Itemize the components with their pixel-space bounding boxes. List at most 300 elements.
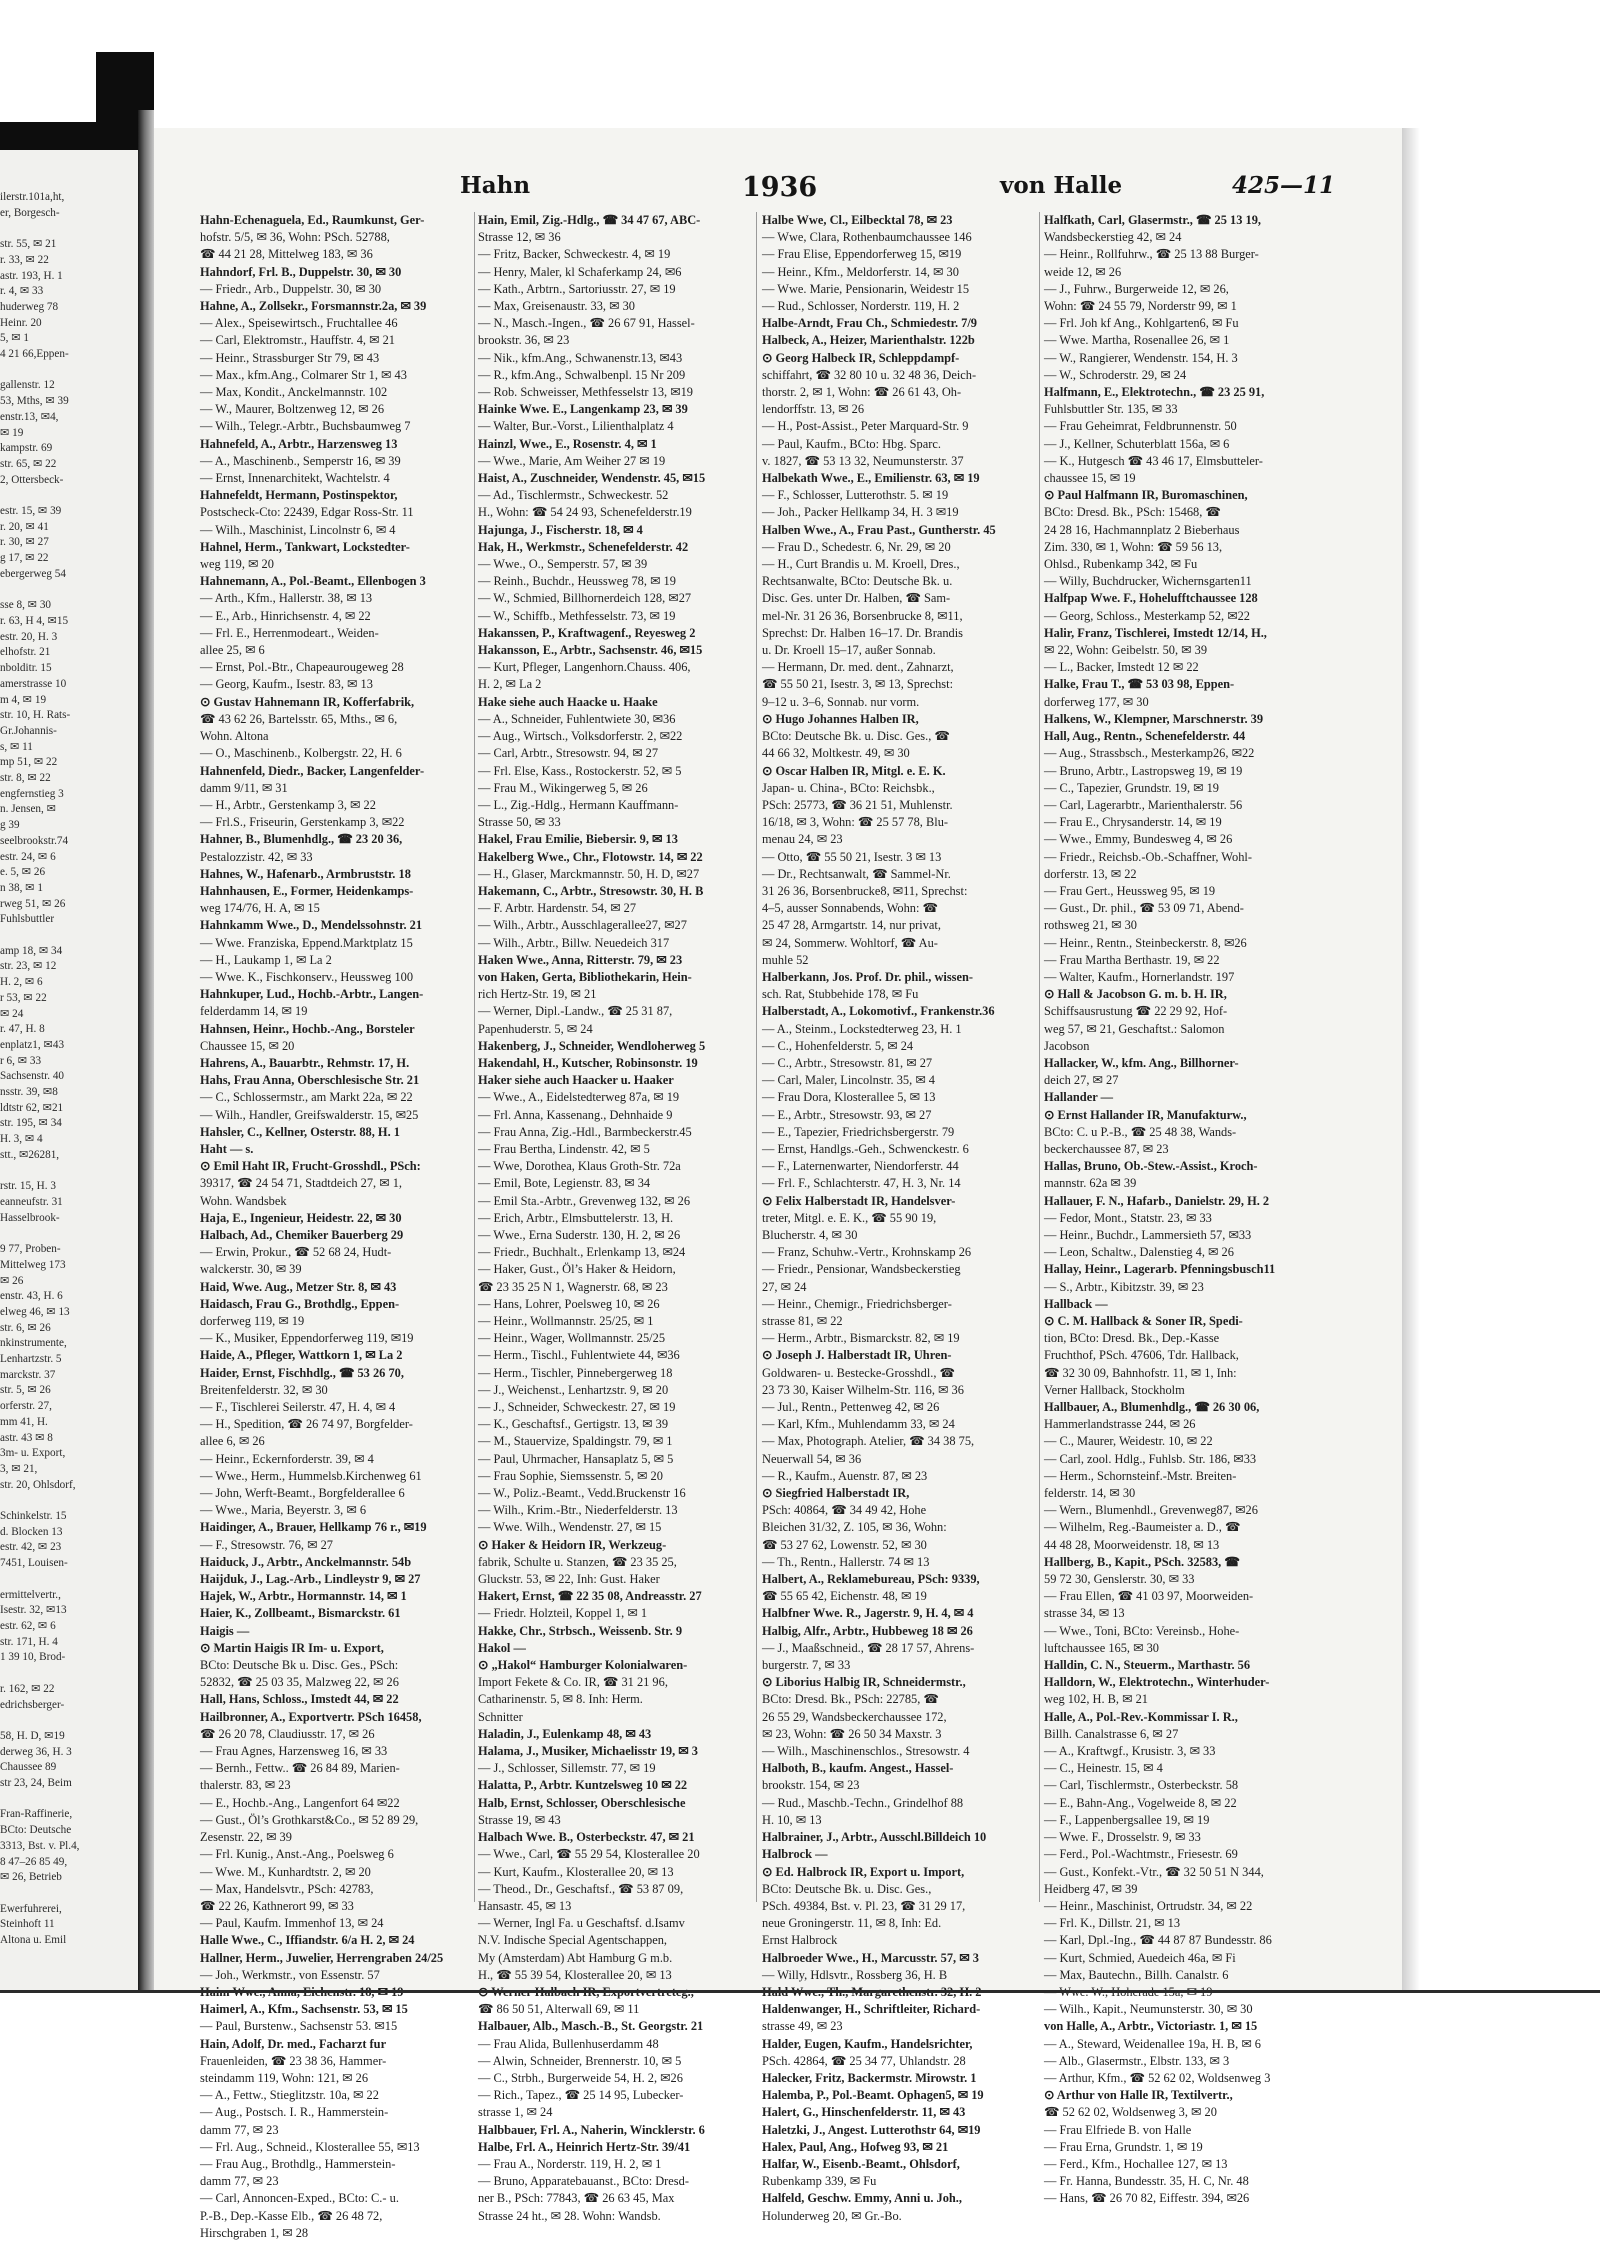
directory-line: Halke, Frau T., ☎ 53 03 98, Eppen- [1044,677,1235,692]
directory-line: — Carl, Lagerarbtr., Marienthalerstr. 56 [1044,797,1243,812]
directory-line: 59 72 30, Genslerstr. 30, ✉ 33 [1044,1572,1195,1587]
directory-line: — Reinh., Buchdr., Heussweg 78, ✉ 19 [478,574,676,589]
directory-line: — C., Heinestr. 15, ✉ 4 [1044,1761,1163,1776]
facing-page-line: Steinhoft 11 [0,1918,55,1931]
directory-line: Hammerlandstrasse 244, ✉ 26 [1044,1417,1196,1432]
directory-line: — Gust., Konfekt.-Vtr., ☎ 32 50 51 N 344, [1044,1864,1264,1879]
directory-line: BCto: Deutsche Bk. u. Disc. Ges., [762,1881,932,1896]
directory-line: — W., Rangierer, Wendenstr. 154, H. 3 [1044,350,1238,365]
facing-page-line: 5, ✉ 1 [0,332,29,345]
facing-page-line: 9 77, Proben- [0,1243,61,1256]
directory-line: — Willy, Hdlsvtr., Rossberg 36, H. B [762,1967,948,1982]
directory-line: — Carl, zool. Hdlg., Fuhlsb. Str. 186, ✉33 [1044,1451,1257,1466]
directory-line: — Wilh., Telegr.-Arbtr., Buchsbaumweg 7 [200,419,411,434]
directory-line: — Kurt, Schmied, Auedeich 46a, ✉ Fi [1044,1950,1236,1965]
directory-line: burgerstr. 7, ✉ 33 [762,1658,851,1673]
facing-page-line: estr. 15, ✉ 39 [0,505,62,518]
directory-line: — J., Schlosser, Sillemstr. 77, ✉ 19 [478,1761,656,1776]
directory-line: — Rich., Tapez., ☎ 25 14 95, Lubecker- [478,2088,684,2103]
facing-page-line: Lenhartzstr. 5 [0,1353,62,1366]
directory-line: — Wwe. Franziska, Eppend.Marktplatz 15 [200,935,413,950]
directory-line: Fuhlsbuttler Str. 135, ✉ 33 [1044,402,1178,417]
directory-line: H., Wohn: ☎ 54 24 93, Schenefelderstr.19 [478,505,692,520]
directory-line: — Frau Anna, Zig.-Hdl., Barmbeckerstr.45 [478,1124,692,1139]
directory-line: Haja, E., Ingenieur, Heidestr. 22, ✉ 30 [200,1210,402,1225]
directory-line: — Frau Agnes, Harzensweg 16, ✉ 33 [200,1744,388,1759]
directory-line: — Wwe., Marie, Am Weiher 27 ✉ 19 [478,453,666,468]
directory-line: — Wilh., Kapit., Neumunsterstr. 30, ✉ 30 [1044,2002,1253,2017]
directory-line: felderstr. 14, ✉ 30 [1044,1486,1136,1501]
facing-page-line: g 17, ✉ 22 [0,552,49,565]
directory-line: — Paul, Kaufm., BCto: Hbg. Sparc. [762,436,941,451]
directory-line: Hajek, W., Arbtr., Hormannstr. 14, ✉ 1 [200,1589,407,1604]
directory-line: Halert, G., Hinschenfelderstr. 11, ✉ 43 [762,2105,966,2120]
directory-line: sch. Rat, Stubbehide 178, ✉ Fu [762,987,919,1002]
directory-line: ☎ 22 26, Kathnerort 99, ✉ 33 [200,1898,354,1913]
directory-line: Halle, A., Pol.-Rev.-Kommissar I. R., [1044,1709,1238,1724]
directory-line: — Theod., Dr., Geschaftsf., ☎ 53 87 09, [478,1881,684,1896]
directory-line: ⊙ Hugo Johannes Halben IR, [762,711,919,726]
directory-line: — Emil Sta.-Arbtr., Grevenweg 132, ✉ 26 [478,1193,691,1208]
facing-page-line: r. 63, H 4, ✉15 [0,614,69,627]
directory-line: — W., Schroderstr. 29, ✉ 24 [1044,367,1187,382]
directory-line: 23 73 30, Kaiser Wilhelm-Str. 116, ✉ 36 [762,1382,964,1397]
directory-line: — J., Schneider, Schweckestr. 27, ✉ 19 [478,1400,676,1415]
directory-line: — J., Weichenst., Lenhartzstr. 9, ✉ 20 [478,1382,669,1397]
directory-line: treter, Mitgl. e. E. K., ☎ 55 90 19, [762,1210,937,1225]
directory-line: Hansastr. 45, ✉ 13 [478,1898,572,1913]
facing-page-line: engfernstieg 3 [0,787,64,800]
directory-line: — Wwe. Marie, Pensionarin, Weidestr 15 [762,281,970,296]
directory-line: — Alex., Speisewirtsch., Fruchtallee 46 [200,316,398,331]
directory-line: mel-Nr. 31 26 36, Borsenbrucke 8, ✉11, [762,608,963,623]
directory-line: — Gust., Dr. phil., ☎ 53 09 71, Abend- [1044,901,1244,916]
directory-line: Hahnhausen, E., Former, Heidenkamps- [200,883,414,898]
directory-column-4 [1044,212,1380,2206]
directory-line: — J., Kellner, Schuterblatt 156a, ✉ 6 [1044,436,1230,451]
directory-line: — A., Steinm., Lockstedterweg 23, H. 1 [762,1021,962,1036]
directory-line: — L., Zig.-Hdlg., Hermann Kauffmann- [478,797,679,812]
facing-page-line: huderweg 78 [0,300,59,313]
directory-line: — Wwe. M., Kunhardtstr. 2, ✉ 20 [200,1864,371,1879]
directory-line: Halemba, P., Pol.-Beamt. Ophagen5, ✉ 19 [762,2088,984,2103]
directory-line: ⊙ C. M. Hallback & Soner IR, Spedi- [1044,1314,1243,1328]
facing-page-line: str 23, 24, Beim [0,1777,72,1790]
facing-page-line: ✉ 19 [0,426,24,439]
directory-line: ⊙ Liborius Halbig IR, Schneidermstr., [762,1675,966,1690]
directory-line: — E., Bahn-Ang., Vogelweide 8, ✉ 22 [1044,1795,1237,1810]
facing-page-line: ermittelvertr., [0,1588,61,1601]
directory-line: ⊙ Hall & Jacobson G. m. b. H. IR, [1044,987,1227,1002]
directory-line: Hallberg, B., Kapit., PSch. 32583, ☎ [1044,1554,1240,1569]
directory-line: 52832, ☎ 25 03 35, Malzweg 22, ✉ 26 [200,1675,399,1690]
directory-line: — Walter, Kaufm., Hornerlandstr. 197 [1044,969,1235,984]
directory-line: — Carl, Elektromstr., Hauffstr. 4, ✉ 21 [200,333,395,348]
facing-page-line: estr. 42, ✉ 23 [0,1541,62,1554]
directory-line: allee 25, ✉ 6 [200,643,265,658]
directory-line: ☎ 44 21 28, Mittelweg 183, ✉ 36 [200,247,373,262]
directory-line: ⊙ Gustav Hahnemann IR, Kofferfabrik, [200,694,415,709]
directory-line: Wohn. Altona [200,729,269,744]
directory-line: — Carl, Maler, Lincolnstr. 35, ✉ 4 [762,1073,936,1088]
facing-page-line [0,1226,136,1242]
facing-page-line: 3, ✉ 21, [0,1462,38,1475]
facing-page-line: Hasselbrook- [0,1211,60,1224]
directory-line: — Wilh., Arbtr., Billw. Neuedeich 317 [478,935,670,950]
directory-line: — Wwe., Carl, ☎ 55 29 54, Klosterallee 20 [478,1847,700,1862]
directory-line: chaussee 15, ✉ 19 [1044,471,1136,486]
directory-line: — Nik., kfm.Ang., Schwanenstr.13, ✉43 [478,350,683,365]
facing-page-line: Isestr. 32, ✉13 [0,1604,67,1617]
directory-line: — Rud., Maschb.-Techn., Grindelhof 88 [762,1795,964,1810]
directory-line: — Heinr., Eckernforderstr. 39, ✉ 4 [200,1451,374,1466]
directory-line: — Carl, Tischlermstr., Osterbeckstr. 58 [1044,1778,1239,1793]
directory-line: — Wern., Blumenhdl., Grevenweg87, ✉26 [1044,1503,1258,1518]
directory-line: Haimerl, A., Kfm., Sachsenstr. 53, ✉ 15 [200,2002,408,2017]
scan-border-left-edge [0,122,154,150]
directory-line: ⊙ Emil Haht IR, Frucht-Grosshdl., PSch: [200,1159,421,1174]
directory-line: — E., Arb., Hinrichsenstr. 4, ✉ 22 [200,608,371,623]
facing-page-line: gallenstr. 12 [0,379,55,392]
directory-line: Haken Wwe., Anna, Ritterstr. 79, ✉ 23 [478,952,683,967]
facing-page-line: ilerstr.101a,ht, [0,191,65,203]
directory-line: Hall, Hans, Schloss., Imstedt 44, ✉ 22 [200,1692,399,1707]
facing-page-line [0,1164,136,1180]
directory-line: — A., Fettw., Stieglitzstr. 10a, ✉ 22 [200,2088,379,2103]
facing-page-line: astr. 43 ✉ 8 [0,1431,53,1444]
directory-line: — C., Hohenfelderstr. 5, ✉ 24 [762,1038,914,1053]
directory-line: ⊙ Georg Halbeck IR, Schleppdampf- [762,350,960,365]
directory-line: Hall, Aug., Rentn., Schenefelderstr. 44 [1044,729,1246,744]
directory-line: Hahnkuper, Lud., Hochb.-Arbtr., Langen- [200,987,424,1002]
directory-line: — H., Post-Assist., Peter Marquard-Str. 9 [762,419,969,434]
facing-page-line: mm 41, H. [0,1415,48,1428]
directory-line: Halldin, C. N., Steuerm., Marthastr. 56 [1044,1658,1251,1673]
directory-line: Haletzki, J., Angest. Lutterothstr 64, ✉19 [762,2122,981,2137]
directory-line: BCto: Dresd. Bk., PSch: 15468, ☎ [1044,505,1221,520]
directory-line: — J., Fuhrw., Burgerweide 12, ✉ 26, [1044,281,1229,296]
column-divider [1039,212,1040,1902]
directory-line: Hain, Adolf, Dr. med., Facharzt fur [200,2036,387,2051]
directory-line: weide 12, ✉ 26 [1044,264,1122,279]
directory-line: ⊙ Oscar Halben IR, Mitgl. e. E. K. [762,763,946,778]
facing-page-line: orferstr. 27, [0,1400,52,1413]
directory-line: Schnitter [478,1709,523,1724]
facing-page-line: str. 195, ✉ 34 [0,1117,62,1130]
facing-page-line: e. 5, ✉ 26 [0,866,46,879]
directory-line: — E., Tapezier, Friedrichsbergerstr. 79 [762,1124,955,1139]
directory-line: Zim. 330, ✉ 1, Wohn: ☎ 59 56 13, [1044,539,1223,554]
facing-page-line: r 6, ✉ 33 [0,1054,42,1067]
directory-line: — Haker, Gust., Öl’s Haker & Heidorn, [478,1262,676,1277]
facing-page-line: str. 55, ✉ 21 [0,238,57,251]
directory-line: — R., Kaufm., Auenstr. 87, ✉ 23 [762,1468,928,1483]
directory-line: — W., Schmied, Billhornerdeich 128, ✉27 [478,591,692,606]
facing-page-line: Heinr. 20 [0,316,42,329]
facing-page-line [0,488,136,504]
facing-page-line: m 4, ✉ 19 [0,693,47,706]
directory-line: — Frau Aug., Brothdlg., Hammerstein- [200,2156,396,2171]
directory-line: — Wwe. K., Fischkonserv., Heussweg 100 [200,969,414,984]
facing-page-line [0,221,136,237]
facing-page-line: 1 39 10, Brod- [0,1651,66,1664]
facing-page-line: 2, Ottersbeck- [0,473,64,486]
facing-page-line: eanneufstr. 31 [0,1196,63,1208]
directory-line: — Arthur, Kfm., ☎ 52 62 02, Woldsenweg 3 [1044,2070,1271,2085]
directory-line: von Haken, Gerta, Bibliothekarin, Hein- [478,969,692,984]
directory-line: — Herm., Schornsteinf.-Mstr. Breiten- [1044,1468,1237,1483]
directory-line: — Frl. Kunig., Anst.-Ang., Poelsweg 6 [200,1847,394,1862]
directory-column-3 [762,212,1034,2223]
directory-line: u. Dr. Kroell 15–17, außer Sonnab. [762,643,936,658]
directory-line: ⊙ Martin Haigis IR Im- u. Export, [200,1640,384,1655]
directory-line: ⊙ „Hakol“ Hamburger Kolonialwaren- [478,1658,688,1673]
directory-line: Rubenkamp 339, ✉ Fu [762,2174,877,2189]
facing-page-line: str. 20, Ohlsdorf, [0,1478,76,1491]
directory-line: ☎ 55 65 42, Eichenstr. 48, ✉ 19 [762,1589,927,1604]
directory-line: beckerchaussee 87, ✉ 23 [1044,1141,1169,1156]
facing-page-line: r. 20, ✉ 41 [0,520,49,533]
directory-line: — Aug., Strassbsch., Mesterkamp26, ✉22 [1044,746,1255,761]
directory-line: ☎ 32 30 09, Bahnhofstr. 11, ✉ 1, Inh: [1044,1365,1237,1380]
directory-line: Schiffsausrustung ☎ 22 29 92, Hof- [1044,1004,1228,1019]
directory-line: lendorffstr. 13, ✉ 26 [762,402,865,417]
directory-line: ⊙ Haker & Heidorn IR, Werkzeug- [478,1537,667,1552]
directory-line: Hirschgraben 1, ✉ 28 [200,2225,309,2240]
directory-line: — Friedr., Buchhalt., Erlenkamp 13, ✉24 [478,1245,686,1260]
directory-line: — R., kfm.Ang., Schwalbenpl. 15 Nr 209 [478,367,686,382]
directory-line: — Max, Greisenaustr. 33, ✉ 30 [478,299,635,314]
directory-line: Halbrock — [762,1847,828,1862]
directory-line: Hahnemann, A., Pol.-Beamt., Ellenbogen 3 [200,574,426,589]
facing-page-line: Sachsenstr. 40 [0,1070,65,1083]
directory-line: BCto: Deutsche Bk. u. Disc. Ges., ☎ [762,729,950,744]
directory-line: 31 26 36, Borsenbrucke8, ✉11, Sprechst: [762,883,968,898]
directory-line: Hakanssen, P., Kraftwagenf., Reyesweg 2 [478,625,696,640]
directory-line: Chaussee 15, ✉ 20 [200,1038,295,1053]
directory-line: — Rud., Schlosser, Norderstr. 119, H. 2 [762,299,960,314]
directory-line: Halbroeder Wwe., H., Marcusstr. 57, ✉ 3 [762,1950,979,1965]
directory-line: — Carl, Annoncen-Exped., BCto: C.- u. [200,2191,399,2206]
running-head-year: 1936 [742,172,818,203]
directory-line: ☎ 52 62 02, Woldsenweg 3, ✉ 20 [1044,2105,1217,2120]
directory-line: Bleichen 31/32, Z. 105, ✉ 36, Wohn: [762,1520,947,1535]
facing-page-line: rstr. 15, H. 3 [0,1180,56,1193]
directory-line: — Wwe., Maria, Beyerstr. 3, ✉ 6 [200,1503,367,1518]
directory-line: — Frau Sophie, Siemssenstr. 5, ✉ 20 [478,1468,663,1483]
directory-line: — Frau Erna, Grundstr. 1, ✉ 19 [1044,2139,1203,2154]
directory-line: — Jul., Rentn., Pettenweg 42, ✉ 26 [762,1400,940,1415]
directory-line: mannstr. 62a ✉ 39 [1044,1176,1137,1191]
directory-line: — Otto, ☎ 55 50 21, Isestr. 3 ✉ 13 [762,849,942,864]
directory-line: — Frau Geheimrat, Feldbrunnenstr. 50 [1044,419,1237,434]
directory-line: ⊙ Ernst Hallander IR, Manufakturw., [1044,1107,1247,1122]
directory-line: — Frau Dora, Klosterallee 5, ✉ 13 [762,1090,936,1105]
directory-line: Blucherstr. 4, ✉ 30 [762,1227,858,1242]
directory-line: neue Groningerstr. 11, ✉ 8, Inh: Ed. [762,1916,942,1931]
directory-line: dorferweg 177, ✉ 30 [1044,694,1149,709]
facing-page-line [0,928,136,944]
directory-line: — F., Stresowstr. 76, ✉ 27 [200,1537,333,1552]
directory-line: Ohlsd., Rubenkamp 342, ✉ Fu [1044,557,1198,572]
directory-line: — Herm., Tischler, Pinnebergerweg 18 [478,1365,673,1380]
directory-line: 16/18, ✉ 3, Wohn: ☎ 25 57 78, Blu- [762,815,949,830]
directory-line: Halbauer, Alb., Masch.-B., St. Georgstr. 21 [478,2019,704,2034]
directory-line: menau 24, ✉ 23 [762,832,843,847]
directory-line: — Frl. Aug., Schneid., Klosterallee 55, ✉13 [200,2139,420,2154]
column-divider [474,212,475,1902]
directory-line: ☎ 43 62 26, Bartelsstr. 65, Mths., ✉ 6, [200,711,398,726]
directory-line: — F., Tischlerei Seilerstr. 47, H. 4, ✉ 4 [200,1400,396,1415]
facing-page-line: r. 4, ✉ 33 [0,285,44,298]
facing-page-line: Fran-Raffinerie, [0,1808,73,1821]
directory-line: BCto: Dresd. Bk., PSch: 22785, ☎ [762,1692,939,1707]
directory-line: — Rob. Schweisser, Methfesselstr 13, ✉19 [478,385,693,400]
directory-line: Halbeck, A., Heizer, Marienthalstr. 122b [762,333,975,348]
directory-line: — Heinr., Wager, Wollmannstr. 25/25 [478,1331,666,1346]
directory-line: — Frl. F., Schlachterstr. 47, H. 3, Nr. 14 [762,1176,961,1191]
directory-line: Halfkath, Carl, Glasermstr., ☎ 25 13 19, [1044,213,1261,227]
directory-line: — Frau M., Wikingerweg 5, ✉ 26 [478,780,648,795]
directory-line: — Kurt, Pfleger, Langenhorn.Chauss. 406, [478,660,691,675]
directory-line: Haldenwanger, H., Schriftleiter, Richard- [762,2002,981,2017]
directory-line: luftchaussee 165, ✉ 30 [1044,1640,1159,1655]
directory-line: ✉ 23, Wohn: ☎ 26 50 34 Maxstr. 3 [762,1726,942,1741]
facing-page-line: str. 10, H. Rats- [0,709,71,722]
directory-line: Haide, A., Pfleger, Wattkorn 1, ✉ La 2 [200,1348,403,1363]
directory-line: ner B., PSch: 77843, ☎ 26 63 45, Max [478,2191,675,2206]
directory-line: Hahrens, A., Bauarbtr., Rehmstr. 17, H. [200,1055,410,1070]
facing-page-line: mp 51, ✉ 22 [0,756,58,769]
directory-line: ☎ 53 27 62, Lowenstr. 52, ✉ 30 [762,1537,927,1552]
directory-line: BCto: Deutsche Bk u. Disc. Ges., PSch: [200,1658,399,1673]
directory-line: rich Hertz-Str. 19, ✉ 21 [478,987,597,1002]
directory-line: Halle Wwe., C., Iffiandstr. 6/a H. 2, ✉ 24 [200,1933,415,1948]
directory-line: Japan- u. China-, BCto: Reichsbk., [762,780,935,795]
directory-line: — Herm., Arbtr., Bismarckstr. 82, ✉ 19 [762,1331,960,1346]
facing-page-line: enstr.13, ✉4, [0,410,59,423]
facing-page-line: 4 21 66,Eppen- [0,348,69,361]
directory-line: Hallacker, W., kfm. Ang., Billhorner- [1044,1055,1239,1070]
facing-page-line [0,1713,136,1729]
facing-page-line: rweg 51, ✉ 26 [0,897,66,910]
directory-line: — Georg, Schloss., Mesterkamp 52, ✉22 [1044,608,1250,623]
directory-line: — Gust., Öl’s Grothkarst&Co., ✉ 52 89 29, [200,1812,419,1827]
directory-line: Strasse 24 ht., ✉ 28. Wohn: Wandsb. [478,2208,661,2223]
directory-line: — Wwe., A., Eidelstedterweg 87a, ✉ 19 [478,1090,680,1105]
directory-line: Haladin, J., Eulenkamp 48, ✉ 43 [478,1726,652,1741]
facing-page-line: estr. 62, ✉ 6 [0,1619,56,1632]
facing-page-line: Ewerfuhrerei, [0,1902,62,1915]
directory-line: — Max, Kondit., Anckelmannstr. 102 [200,385,388,400]
directory-line: Hakansson, E., Arbtr., Sachsenstr. 46, ✉15 [478,643,703,658]
directory-line: 44 66 32, Moltkestr. 49, ✉ 30 [762,746,910,761]
facing-page-line: enplatz1, ✉43 [0,1038,65,1051]
directory-line: — Wwe, Clara, Rothenbaumchaussee 146 [762,230,972,245]
directory-line: — C., Maurer, Weidestr. 10, ✉ 22 [1044,1434,1213,1449]
facing-page-line: elweg 46, ✉ 13 [0,1305,70,1318]
directory-line: — A., Steward, Weidenallee 19a, H. B, ✉ 6 [1044,2036,1261,2051]
directory-line: Hainzl, Wwe., E., Rosenstr. 4, ✉ 1 [478,436,657,451]
facing-page-line: str. 65, ✉ 22 [0,457,57,470]
directory-line: Halbert, A., Reklamebureau, PSch: 9339, [762,1572,980,1587]
directory-line: Halbrainer, J., Arbtr., Ausschl.Billdeich 10 [762,1830,987,1845]
facing-page-line: marckstr. 37 [0,1368,56,1381]
directory-line: Halfmann, E., Elektrotechn., ☎ 23 25 91, [1044,385,1265,400]
facing-page-line: str. 5, ✉ 26 [0,1384,51,1397]
directory-line: — Hans, ☎ 26 70 82, Eiffestr. 394, ✉26 [1044,2191,1250,2206]
directory-line: Sprechst: Dr. Halben 16–17. Dr. Brandis [762,625,963,640]
directory-line: — Th., Rentn., Hallerstr. 74 ✉ 13 [762,1554,930,1569]
facing-page-line: elhofstr. 21 [0,646,51,659]
directory-line: Hakert, Ernst, ☎ 22 35 08, Andreasstr. 27 [478,1589,702,1604]
facing-page-line: 8 47–26 85 49, [0,1855,68,1868]
directory-line: — Frau Elfriede B. von Halle [1044,2122,1192,2137]
directory-line: Halbach, Ad., Chemiker Bauerberg 29 [200,1227,404,1242]
directory-line: — C., Schlossermstr., am Markt 22a, ✉ 22 [200,1090,413,1105]
directory-line: — A., Kraftwgf., Krusistr. 3, ✉ 33 [1044,1744,1216,1759]
directory-line: — Max, Photograph. Atelier, ☎ 34 38 75, [762,1434,975,1449]
directory-line: — Erwin, Prokur., ☎ 52 68 24, Hudt- [200,1245,392,1260]
directory-line: — Max., kfm.Ang., Colmarer Str 1, ✉ 43 [200,367,407,382]
facing-page-line: enstr. 43, H. 6 [0,1290,63,1303]
directory-line: — Franz, Schuhw.-Vertr., Krohnskamp 26 [762,1245,972,1260]
directory-line: Goldwaren- u. Bestecke-Grosshdl., ☎ [762,1365,955,1380]
directory-line: — Wwe., Erna Suderstr. 130, H. 2, ✉ 26 [478,1227,681,1242]
directory-line: — Georg, Kaufm., Isestr. 83, ✉ 13 [200,677,373,692]
directory-line: Verner Hallback, Stockholm [1044,1382,1185,1397]
directory-line: — Henry, Maler, kl Schaferkamp 24, ✉6 [478,264,682,279]
directory-line: tion, BCto: Dresd. Bk., Dep.-Kasse [1044,1331,1220,1346]
facing-page-line: sse 8, ✉ 30 [0,599,52,612]
directory-line: — Friedr., Pensionar, Wandsbeckerstieg [762,1262,961,1277]
directory-line: 39317, ☎ 24 54 71, Stadtdeich 27, ✉ 1, [200,1176,403,1191]
directory-line: — Fritz, Backer, Schweckestr. 4, ✉ 19 [478,247,671,262]
directory-line: — Wilh., Maschinist, Lincolnstr 6, ✉ 4 [200,522,396,537]
directory-line: damm 77, ✉ 23 [200,2122,279,2137]
directory-line: — Friedr., Arb., Duppelstr. 30, ✉ 30 [200,281,382,296]
directory-line: — Leon, Schaltw., Dalenstieg 4, ✉ 26 [1044,1245,1234,1260]
directory-line: Haijduk, J., Lag.-Arb., Lindleystr 9, ✉ 27 [200,1572,421,1587]
directory-line: — Heinr., Kfm., Meldorferstr. 14, ✉ 30 [762,264,959,279]
directory-line: Wohn: ☎ 24 55 79, Norderstr 99, ✉ 1 [1044,299,1237,314]
directory-line: Hakol — [478,1640,526,1655]
directory-line: Hahner, B., Blumenhdlg., ☎ 23 20 36, [200,832,403,847]
directory-line: — H., Laukamp 1, ✉ La 2 [200,952,332,967]
directory-line: Halbig, Alfr., Arbtr., Hubbeweg 18 ✉ 26 [762,1623,973,1638]
directory-line: Hakemann, C., Arbtr., Stresowstr. 30, H. B [478,883,704,898]
facing-page-line: 3m- u. Export, [0,1447,66,1460]
directory-line: — H., Arbtr., Gerstenkamp 3, ✉ 22 [200,797,376,812]
running-head-first-entry: Hahn [460,172,531,199]
directory-line: Halder, Eugen, Kaufm., Handelsrichter, [762,2036,973,2051]
facing-page-line: Gr.Johannis- [0,724,57,737]
directory-line: — F. Arbtr. Hardenstr. 54, ✉ 27 [478,901,637,916]
facing-page-line: nbolditr. 15 [0,662,52,675]
directory-line: — Frau Ellen, ☎ 41 03 97, Moorweiden- [1044,1589,1254,1604]
directory-line: weg 119, ✉ 20 [200,557,274,572]
facing-page-line: g 39 [0,819,20,832]
directory-line: — Willy, Buchdrucker, Wichernsgarten11 [1044,574,1252,589]
directory-line: 27, ✉ 24 [762,1279,807,1294]
directory-line: Strasse 12, ✉ 36 [478,230,561,245]
directory-line: Haier, K., Zollbeamt., Bismarckstr. 61 [200,1606,401,1621]
directory-line: Import Fekete & Co. IR, ☎ 31 21 96, [478,1675,668,1690]
facing-page-line: 53, Mths, ✉ 39 [0,395,69,408]
directory-line: — Max, Bautechn., Billh. Canalstr. 6 [1044,1967,1229,1982]
facing-page-line: Altona u. Emil [0,1934,67,1947]
page-edge-shadow [1402,128,1420,1990]
